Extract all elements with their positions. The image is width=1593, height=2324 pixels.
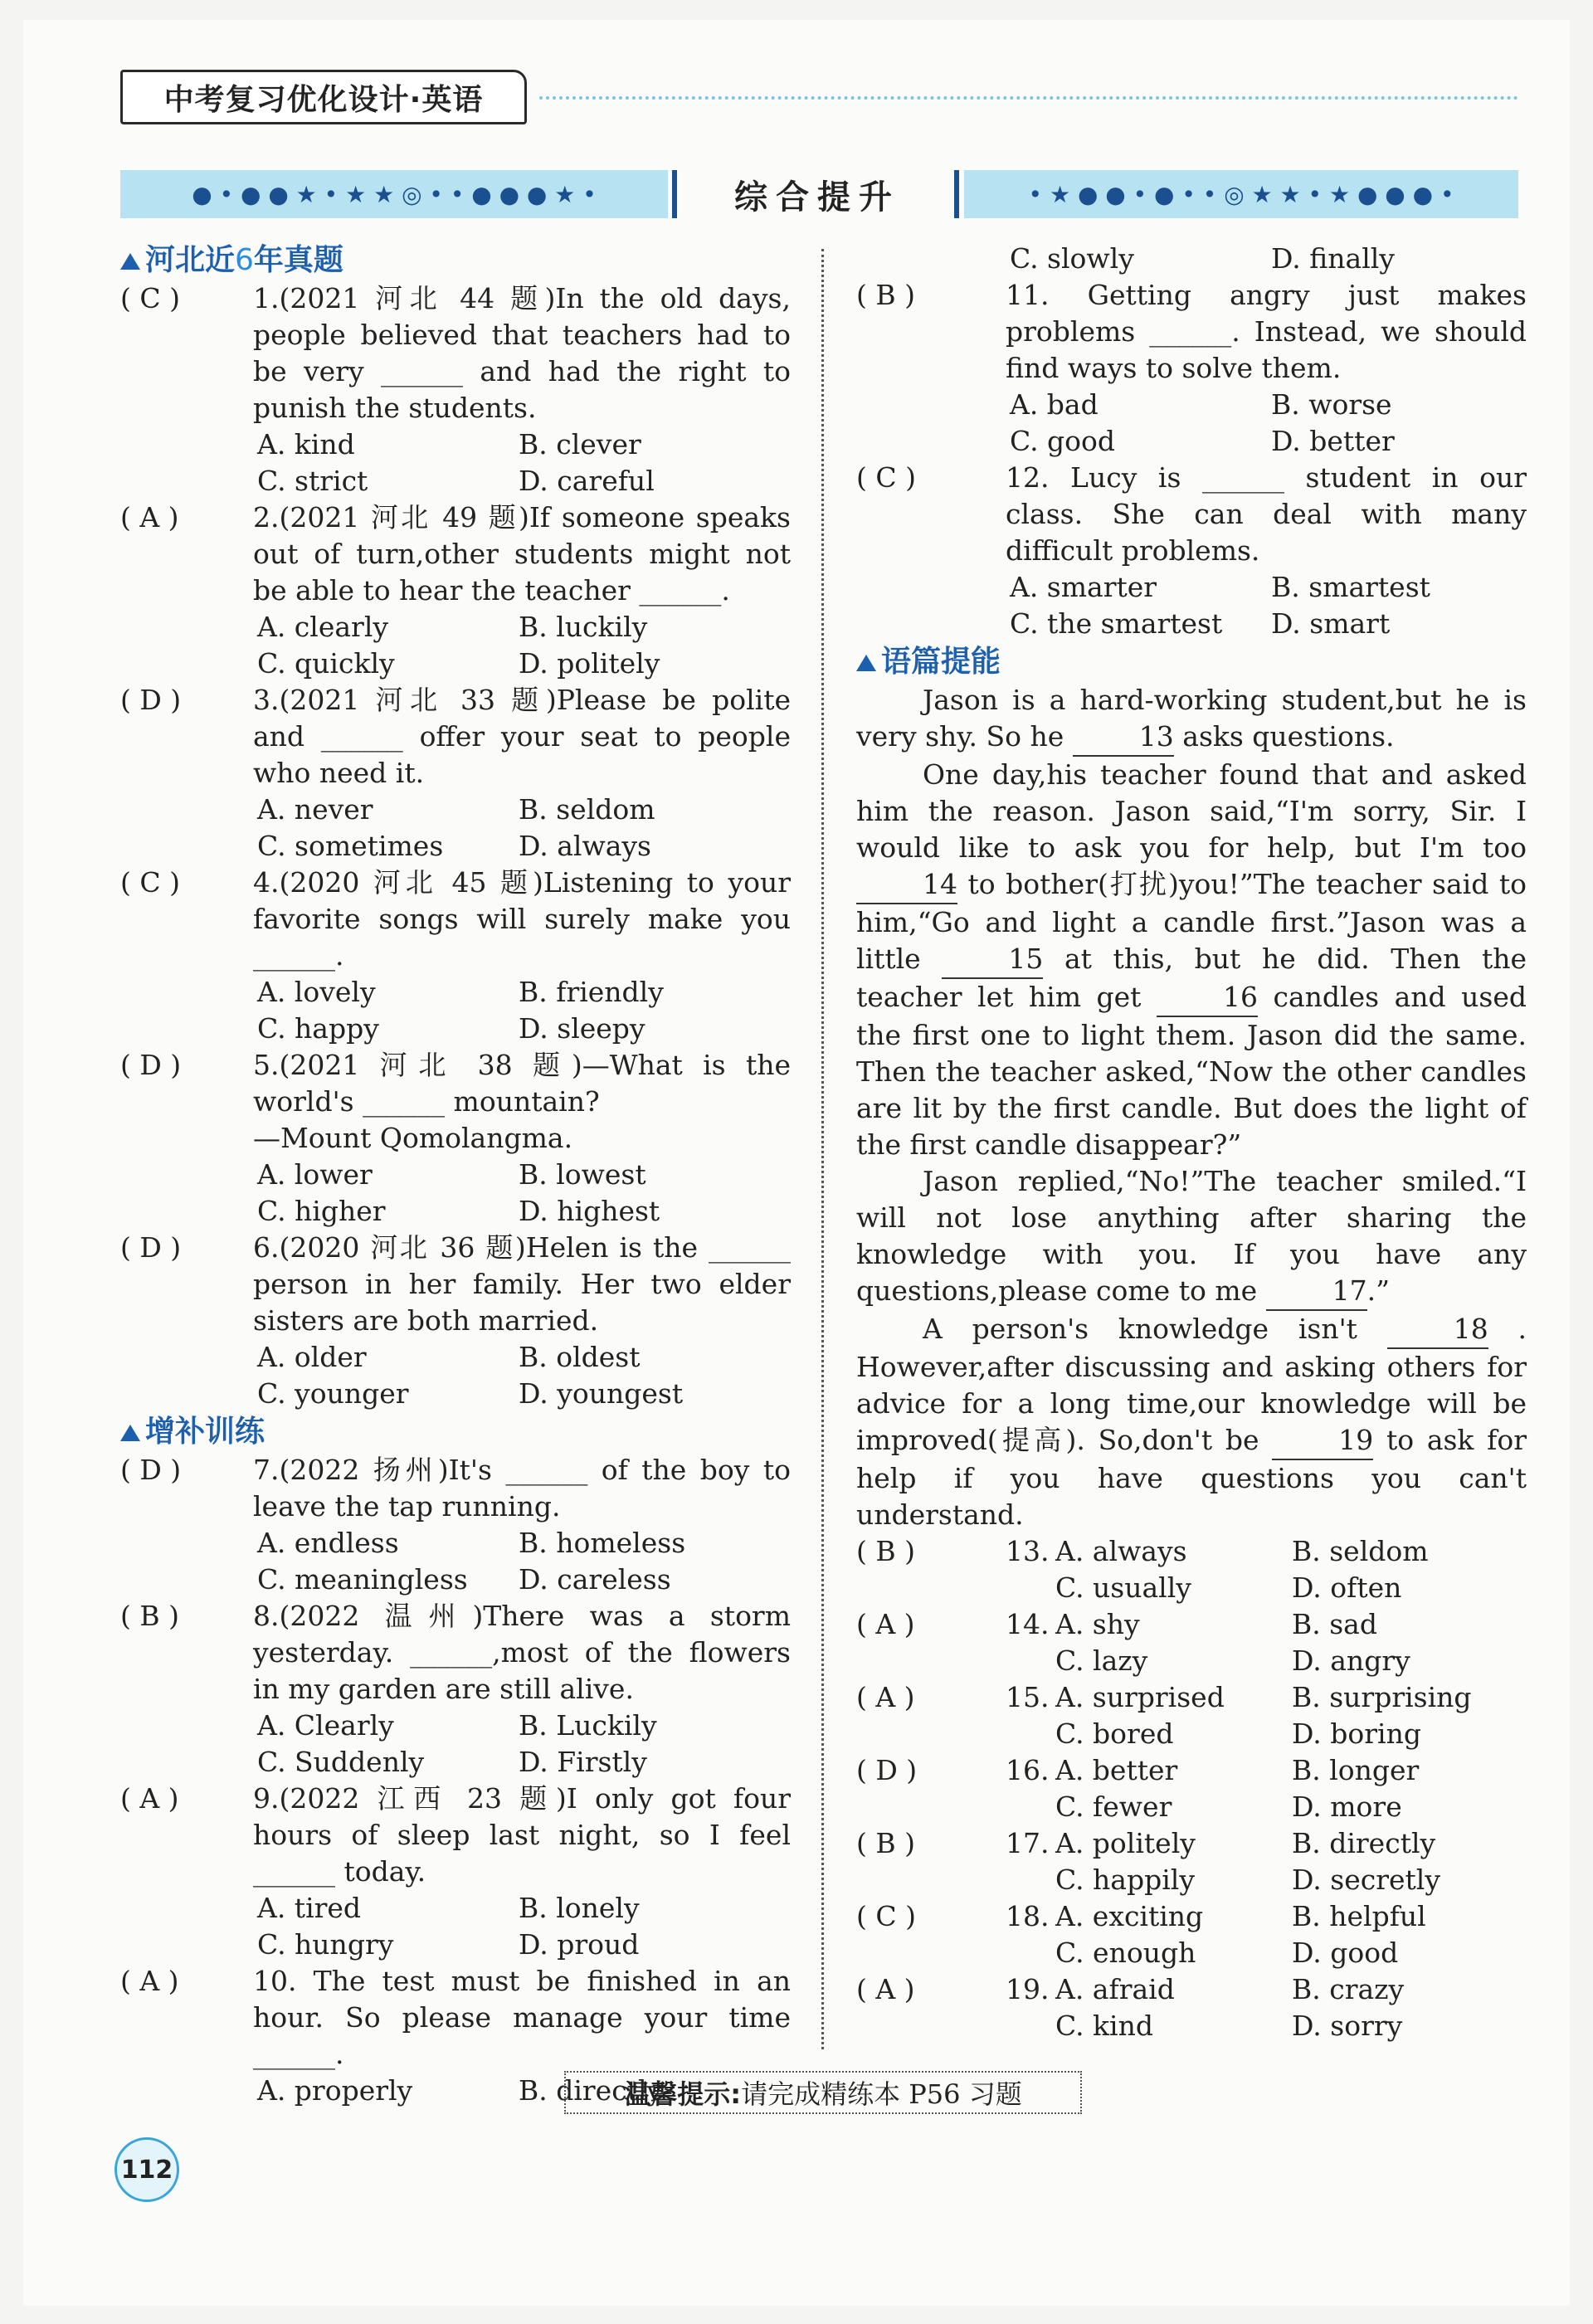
option-row xyxy=(120,1744,791,1781)
cloze-row xyxy=(856,2008,1527,2044)
option: D. sleepy xyxy=(519,1012,645,1045)
option: B. directly xyxy=(1292,1827,1436,1859)
cloze-row xyxy=(856,1716,1527,1752)
answer-mark: ( C ) xyxy=(120,866,180,899)
question-list-hebei xyxy=(120,280,791,1412)
option: A. kind xyxy=(257,428,355,460)
cloze-row xyxy=(856,1606,1527,1643)
section-heading-hebei xyxy=(120,241,791,280)
passage-paragraph-2 xyxy=(856,757,1527,1163)
blank-number: 18 xyxy=(1387,1311,1488,1349)
tip-text: 请完成精练本 P56 习题 xyxy=(741,2078,1022,2110)
option-row xyxy=(120,646,791,682)
answer-mark: ( D ) xyxy=(120,1231,182,1264)
question xyxy=(856,460,1527,569)
option-row xyxy=(120,1927,791,1963)
option-row xyxy=(120,1339,791,1376)
option: D. finally xyxy=(1271,242,1395,275)
question-line: 2.(2021 河北 49 题)If someone speaks out of turn,other students might not be able to hear the teacher ______. xyxy=(253,501,791,607)
cloze-number xyxy=(1006,1716,1055,1752)
option: A. shy xyxy=(1055,1608,1140,1640)
option: D. careless xyxy=(519,1563,671,1596)
cloze-number: 17. xyxy=(1006,1827,1050,1859)
question xyxy=(120,1781,791,1890)
option: B. worse xyxy=(1271,388,1392,421)
option: B. lowest xyxy=(519,1158,646,1191)
cloze-number xyxy=(1006,2008,1055,2044)
option: D. careful xyxy=(519,465,655,497)
question xyxy=(120,1230,791,1339)
option: C. the smartest xyxy=(1010,607,1223,640)
option: A. clearly xyxy=(257,611,389,643)
option: B. longer xyxy=(1292,1754,1420,1786)
band-left xyxy=(120,170,668,218)
answer-mark: ( D ) xyxy=(120,684,182,716)
option: C. strict xyxy=(257,465,368,497)
option: B. clever xyxy=(519,428,641,460)
option: C. happy xyxy=(257,1012,379,1045)
question xyxy=(120,865,791,974)
question xyxy=(120,1963,791,2073)
passage-text: at this, but he did. Then the teacher let him get xyxy=(856,943,1527,1013)
question-text xyxy=(1006,460,1527,569)
answer-mark: ( C ) xyxy=(856,1900,916,1932)
option-row xyxy=(120,792,791,828)
question-list-right xyxy=(856,277,1527,642)
option: D. boring xyxy=(1292,1717,1421,1750)
passage-text: Jason replied,“No!”The teacher smiled.“I will not lose anything after sharing the knowledge with you. If you have any questions,please come to me xyxy=(856,1165,1527,1307)
option: C. happily xyxy=(1055,1864,1195,1896)
option: D. youngest xyxy=(519,1377,684,1410)
triangle-icon xyxy=(856,655,876,671)
question-line: 3.(2021 河北 33 题)Please be polite and ______ offer your seat to people who need it. xyxy=(253,684,791,789)
option: A. surprised xyxy=(1055,1681,1225,1713)
option: B. homeless xyxy=(519,1527,686,1559)
option-row xyxy=(120,1157,791,1193)
blank-number: 13 xyxy=(1073,719,1174,757)
option: B. surprising xyxy=(1292,1681,1472,1713)
option: D. better xyxy=(1271,425,1395,457)
tip-label: 温馨提示: xyxy=(624,2078,742,2110)
answer-mark: ( D ) xyxy=(120,1049,182,1081)
cloze-number: 14. xyxy=(1006,1608,1050,1640)
triangle-icon xyxy=(120,253,140,270)
answer-mark: ( A ) xyxy=(856,1973,915,2005)
question-list-extra xyxy=(120,1452,791,2109)
blank-number: 15 xyxy=(942,941,1043,979)
option: D. smart xyxy=(1271,607,1391,640)
cloze-answer-list xyxy=(856,1533,1527,2044)
option: D. highest xyxy=(519,1195,660,1227)
question-text xyxy=(253,1047,791,1157)
option: C. sometimes xyxy=(257,830,444,862)
question-line: 8.(2022 温州)There was a storm yesterday. ______,most of the flowers in my garden are still alive. xyxy=(253,1600,791,1705)
cloze-row xyxy=(856,1898,1527,1935)
option: D. often xyxy=(1292,1571,1402,1604)
question-text xyxy=(253,865,791,974)
page-number: 112 xyxy=(114,2137,179,2202)
band-decoration: ● • ● ● ★ • ★ ★ ◎ • • ● ● ● ★ • xyxy=(192,180,597,208)
question-text xyxy=(253,280,791,426)
question-text xyxy=(1006,277,1527,387)
passage-paragraph-4 xyxy=(856,1311,1527,1533)
option: A. endless xyxy=(257,1527,399,1559)
question-line: —Mount Qomolangma. xyxy=(253,1122,573,1154)
answer-mark: ( B ) xyxy=(856,1827,915,1859)
option: B. seldom xyxy=(519,793,655,826)
option: D. Firstly xyxy=(519,1746,647,1778)
passage-text: to ask for help if you have questions you can't understand. xyxy=(856,1424,1527,1531)
option-row xyxy=(120,1708,791,1744)
option-row xyxy=(856,569,1527,606)
option: D. sorry xyxy=(1292,2010,1403,2042)
option: C. good xyxy=(1010,425,1116,457)
cloze-row xyxy=(856,1643,1527,1679)
question xyxy=(120,1598,791,1708)
answer-mark: ( A ) xyxy=(856,1608,915,1640)
option-row xyxy=(856,606,1527,642)
option-row xyxy=(120,1525,791,1562)
question-text xyxy=(253,499,791,609)
option: C. kind xyxy=(1055,2010,1153,2042)
option: B. Luckily xyxy=(519,1709,657,1742)
option: A. lower xyxy=(257,1158,373,1191)
option-row xyxy=(120,1011,791,1047)
question-text xyxy=(253,1230,791,1339)
answer-mark: ( A ) xyxy=(856,1681,915,1713)
answer-mark: ( B ) xyxy=(120,1600,179,1632)
cloze-number xyxy=(1006,1862,1055,1898)
cloze-number: 19. xyxy=(1006,1973,1050,2005)
option: B. helpful xyxy=(1292,1900,1426,1932)
option: A. always xyxy=(1055,1535,1187,1567)
section-heading-text: 年真题 xyxy=(253,243,343,277)
passage-text: One day,his teacher found that and asked him the reason. Jason said,“I'm sorry, Sir. I would like to ask you for help, but I'm too xyxy=(856,758,1527,864)
option-row xyxy=(856,241,1527,277)
cloze-row xyxy=(856,1679,1527,1716)
option: C. hungry xyxy=(257,1928,394,1961)
option: D. politely xyxy=(519,647,660,680)
option: A. older xyxy=(257,1341,367,1373)
cloze-number: 18. xyxy=(1006,1900,1050,1932)
answer-mark xyxy=(856,1570,1006,1606)
answer-mark: ( D ) xyxy=(856,1754,918,1786)
band-decoration: • ★ ● ● • ● • • ◎ ★ ★ • ★ ● ● ● • xyxy=(1028,180,1454,208)
option: A. smarter xyxy=(1010,571,1157,603)
question-text xyxy=(253,682,791,792)
question-line: 4.(2020 河北 45 题)Listening to your favorite songs will surely make you ______. xyxy=(253,866,791,972)
passage-text: A person's knowledge isn't xyxy=(923,1313,1357,1345)
option: C. higher xyxy=(257,1195,386,1227)
option-row xyxy=(120,426,791,463)
option-row xyxy=(856,423,1527,460)
tip-box xyxy=(564,2071,1082,2114)
option-row xyxy=(120,974,791,1011)
option: C. enough xyxy=(1055,1937,1196,1969)
blank-number: 14 xyxy=(856,866,957,904)
question xyxy=(120,1047,791,1157)
section-heading-text: 河北近 xyxy=(145,243,236,277)
question-line: 1.(2021 河北 44 题)In the old days, people believed that teachers had to be very ______ and had the right to punish the students. xyxy=(253,282,791,424)
answer-mark: ( A ) xyxy=(120,1965,179,1997)
option: D. always xyxy=(519,830,651,862)
option: C. usually xyxy=(1055,1571,1191,1604)
question-text xyxy=(253,1781,791,1890)
option: A. exciting xyxy=(1055,1900,1204,1932)
option: B. lonely xyxy=(519,1892,640,1924)
answer-mark: ( D ) xyxy=(120,1454,182,1486)
section-heading-extra xyxy=(120,1412,791,1452)
cloze-number xyxy=(1006,1570,1055,1606)
section-heading-text: 增补训练 xyxy=(145,1415,266,1449)
answer-mark xyxy=(856,1789,1006,1825)
answer-mark: ( A ) xyxy=(120,501,179,533)
option: A. lovely xyxy=(257,976,376,1008)
cloze-number: 13. xyxy=(1006,1535,1050,1567)
question xyxy=(120,499,791,609)
question-line: 6.(2020 河北 36 题)Helen is the ______ person in her family. Her two elder sisters are both married. xyxy=(253,1231,791,1337)
option: B. smartest xyxy=(1271,571,1430,603)
right-column xyxy=(856,241,1527,2044)
option: B. friendly xyxy=(519,976,664,1008)
option-row xyxy=(120,1562,791,1598)
cloze-number xyxy=(1006,1789,1055,1825)
answer-mark xyxy=(856,1716,1006,1752)
band-bar-right xyxy=(954,170,959,218)
passage-paragraph-3 xyxy=(856,1163,1527,1311)
option: D. good xyxy=(1292,1937,1399,1969)
section-heading-reading xyxy=(856,642,1527,682)
question-line: 12. Lucy is ______ student in our class. She can deal with many difficult problems. xyxy=(1006,461,1527,567)
option: D. angry xyxy=(1292,1644,1410,1677)
answer-mark: ( B ) xyxy=(856,279,915,311)
option: A. Clearly xyxy=(257,1709,394,1742)
passage-text: asks questions. xyxy=(1182,720,1395,753)
cloze-row xyxy=(856,1825,1527,1862)
passage-text: candles and used the first one to light them. Jason did the same. Then the teacher asked,“Now the other candles are lit by the first candle. But does the light of the first candle disappear?” xyxy=(856,981,1527,1161)
option: B. crazy xyxy=(1292,1973,1405,2005)
cloze-row xyxy=(856,1862,1527,1898)
option-row xyxy=(120,609,791,646)
passage-text: to bother(打扰)you!”The teacher said to him,“Go and light a candle first.”Jason was a little xyxy=(856,868,1527,975)
passage-paragraph-1 xyxy=(856,682,1527,757)
answer-mark xyxy=(856,1862,1006,1898)
book-title: 中考复习优化设计·英语 xyxy=(120,70,527,124)
question-text xyxy=(253,1598,791,1708)
answer-mark: ( C ) xyxy=(120,282,180,314)
option-row xyxy=(120,1193,791,1230)
question xyxy=(120,1452,791,1525)
option: B. luckily xyxy=(519,611,648,643)
answer-mark xyxy=(856,1935,1006,1971)
answer-mark xyxy=(856,2008,1006,2044)
question-text xyxy=(253,1452,791,1525)
section-heading-text: 语篇提能 xyxy=(881,645,1001,679)
cloze-number: 16. xyxy=(1006,1754,1050,1786)
option: D. proud xyxy=(519,1928,640,1961)
section-band-title: 综合提升 xyxy=(734,178,900,217)
option: A. tired xyxy=(257,1892,362,1924)
cloze-row xyxy=(856,1789,1527,1825)
question-text xyxy=(253,1963,791,2073)
blank-number: 19 xyxy=(1272,1422,1373,1460)
passage-text: . However,after discussing and asking others for advice for a long time,our knowledge will be improved(提高). So,don't be xyxy=(856,1313,1527,1456)
option: A. properly xyxy=(257,2074,413,2107)
cloze-row xyxy=(856,1752,1527,1789)
cloze-row xyxy=(856,1533,1527,1570)
triangle-icon xyxy=(120,1425,140,1441)
answer-mark xyxy=(856,1643,1006,1679)
option: B. seldom xyxy=(1292,1535,1429,1567)
answer-mark: ( C ) xyxy=(856,461,916,494)
section-heading-number: 6 xyxy=(235,243,254,277)
option: C. Suddenly xyxy=(257,1746,425,1778)
option: A. never xyxy=(257,793,373,826)
option: B. sad xyxy=(1292,1608,1377,1640)
question-line: 5.(2021 河北 38 题)—What is the world's ______ mountain? xyxy=(253,1049,791,1118)
question xyxy=(120,682,791,792)
passage-text: .” xyxy=(1366,1274,1391,1307)
question xyxy=(856,277,1527,387)
option: A. afraid xyxy=(1055,1973,1175,2005)
option: C. fewer xyxy=(1055,1791,1172,1823)
passage-text: Jason is a hard-working student,but he is very shy. So he xyxy=(856,684,1527,753)
question-line: 10. The test must be finished in an hour. So please manage your time ______. xyxy=(253,1965,791,2070)
cloze-number xyxy=(1006,1935,1055,1971)
option-row xyxy=(856,387,1527,423)
option: C. quickly xyxy=(257,647,395,680)
blank-number: 16 xyxy=(1157,979,1258,1017)
question xyxy=(120,280,791,426)
answer-mark: ( B ) xyxy=(856,1535,915,1567)
option: A. better xyxy=(1055,1754,1178,1786)
blank-number: 17 xyxy=(1266,1273,1367,1311)
answer-mark: ( A ) xyxy=(120,1782,179,1815)
option: C. meaningless xyxy=(257,1563,468,1596)
option: B. directly xyxy=(519,2074,663,2107)
option: D. more xyxy=(1292,1791,1402,1823)
column-divider xyxy=(821,249,824,2049)
option: B. oldest xyxy=(519,1341,641,1373)
option-row xyxy=(120,1890,791,1927)
question-line: 9.(2022 江西 23 题)I only got four hours of sleep last night, so I feel ______ today. xyxy=(253,1782,791,1888)
cloze-row xyxy=(856,1935,1527,1971)
cloze-number xyxy=(1006,1643,1055,1679)
band-right xyxy=(964,170,1518,218)
cloze-row xyxy=(856,1570,1527,1606)
cloze-number: 15. xyxy=(1006,1681,1050,1713)
option: C. lazy xyxy=(1055,1644,1148,1677)
option-row xyxy=(120,828,791,865)
question-line: 11. Getting angry just makes problems ______. Instead, we should find ways to solve them. xyxy=(1006,279,1527,384)
option: C. slowly xyxy=(1010,242,1134,275)
header-dotted-line xyxy=(539,96,1518,100)
option: D. secretly xyxy=(1292,1864,1440,1896)
option: A. bad xyxy=(1010,388,1099,421)
option: C. younger xyxy=(257,1377,409,1410)
option-row xyxy=(120,463,791,499)
cloze-row xyxy=(856,1971,1527,2008)
option: A. politely xyxy=(1055,1827,1196,1859)
option: C. bored xyxy=(1055,1717,1174,1750)
question-line: 7.(2022 扬州)It's ______ of the boy to leave the tap running. xyxy=(253,1454,791,1523)
left-column xyxy=(120,241,791,2109)
option-row xyxy=(120,1376,791,1412)
